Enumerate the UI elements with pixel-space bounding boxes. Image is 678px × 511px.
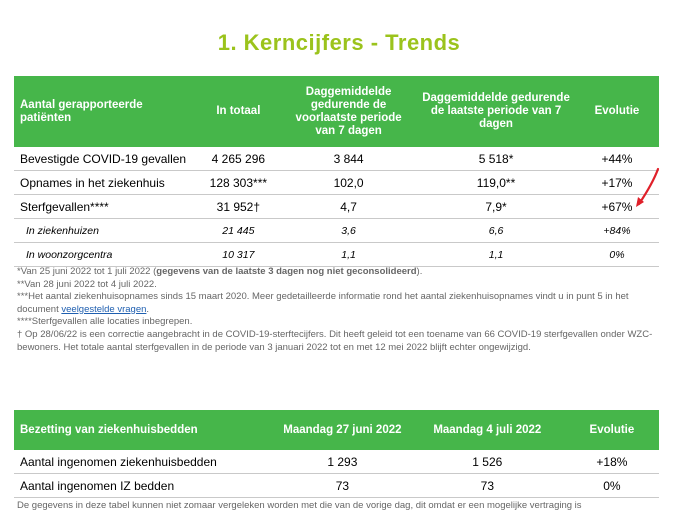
cell-total: 128 303*** [197,171,280,195]
footnote-text: ***Het aantal ziekenhuisopnames sinds 15 maart 2020. Meer gedetailleerde informatie rond het aantal ziekenhuisopnames vindt u in punt 5 in het document [17,291,629,315]
cell-last: 1,1 [417,243,575,267]
cell-date-2: 73 [410,474,565,498]
cell-total: 31 952† [197,195,280,219]
footnote-text: *Van 25 juni 2022 tot 1 juli 2022 ( [17,266,157,277]
row-label: In woonzorgcentra [14,243,197,267]
footnote-2: **Van 28 juni 2022 tot 4 juli 2022. [17,278,157,290]
cell-last: 5 518* [417,147,575,171]
header-evolution: Evolutie [575,76,659,147]
cell-evolution: +18% [565,450,659,474]
header-last-period: Daggemiddelde gedurende de laatste periode van 7 dagen [417,76,575,147]
row-label: In ziekenhuizen [14,219,197,243]
cell-evolution: +84% [575,219,659,243]
hospital-beds-table [14,410,659,498]
row-label: Bevestigde COVID-19 gevallen [14,147,197,171]
footnotes [17,266,662,354]
table-row [14,219,659,243]
cell-last: 6,6 [417,219,575,243]
page-title: 1. Kerncijfers - Trends [217,30,461,55]
cell-evolution: 0% [575,243,659,267]
cell-evolution: +44% [575,147,659,171]
row-label: Aantal ingenomen ziekenhuisbedden [14,450,275,474]
cell-total: 4 265 296 [197,147,280,171]
cell-last: 119,0** [417,171,575,195]
cell-prev: 102,0 [280,171,417,195]
cell-total: 10 317 [197,243,280,267]
faq-link[interactable]: veelgestelde vragen [61,303,147,315]
header-patients: Aantal gerapporteerde patiënten [14,76,197,147]
table-row [14,243,659,267]
cutoff-note: De gegevens in deze tabel kunnen niet zomaar vergeleken worden met die van de vorige dag, dit omdat er een mogelijke vertraging is [17,500,582,511]
row-label: Opnames in het ziekenhuis [14,171,197,195]
header-prev-period: Daggemiddelde gedurende de voorlaatste periode van 7 dagen [280,76,417,147]
cell-prev: 3,6 [280,219,417,243]
row-label: Sterfgevallen**** [14,195,197,219]
table-header-row [14,410,659,450]
key-figures-table [14,76,659,267]
footnote-text: . [146,303,150,315]
cell-evolution: +67% [575,195,659,219]
footnote-4: ****Sterfgevallen alle locaties inbegrepen. [17,316,193,328]
table-row [14,195,659,219]
cell-prev: 3 844 [280,147,417,171]
footnote-3 [17,291,662,316]
cell-date-2: 1 526 [410,450,565,474]
header-bed-occupancy: Bezetting van ziekenhuisbedden [14,410,275,450]
cell-prev: 1,1 [280,243,417,267]
footnote-1 [17,266,662,279]
header-evolution: Evolutie [565,410,659,450]
table-row [14,171,659,195]
footnote-text: ). [416,266,423,277]
table-row [14,450,659,474]
cell-last: 7,9* [417,195,575,219]
red-arrow-icon [634,166,662,210]
header-date-2: Maandag 4 juli 2022 [410,410,565,450]
cell-total: 21 445 [197,219,280,243]
cell-evolution: 0% [565,474,659,498]
table-row [14,474,659,498]
cell-evolution: +17% [575,171,659,195]
header-date-1: Maandag 27 juni 2022 [275,410,410,450]
header-total: In totaal [197,76,280,147]
row-label: Aantal ingenomen IZ bedden [14,474,275,498]
table-row [14,147,659,171]
cell-date-1: 1 293 [275,450,410,474]
table-header-row [14,76,659,147]
footnote-bold: gegevens van de laatste 3 dagen nog niet geconsolideerd [156,266,417,277]
cell-date-1: 73 [275,474,410,498]
footnote-5: † Op 28/06/22 is een correctie aangebracht in de COVID-19-sterftecijfers. Dit heeft geleid tot een toename van 66 COVID-19 sterfgevallen onder WZC-bewoners. Het totale aantal sterfgevallen in de periode van 3 januari 2022 tot en met 12 mei 2022 blijft echter ongewijzigd. [17,328,653,353]
cell-prev: 4,7 [280,195,417,219]
